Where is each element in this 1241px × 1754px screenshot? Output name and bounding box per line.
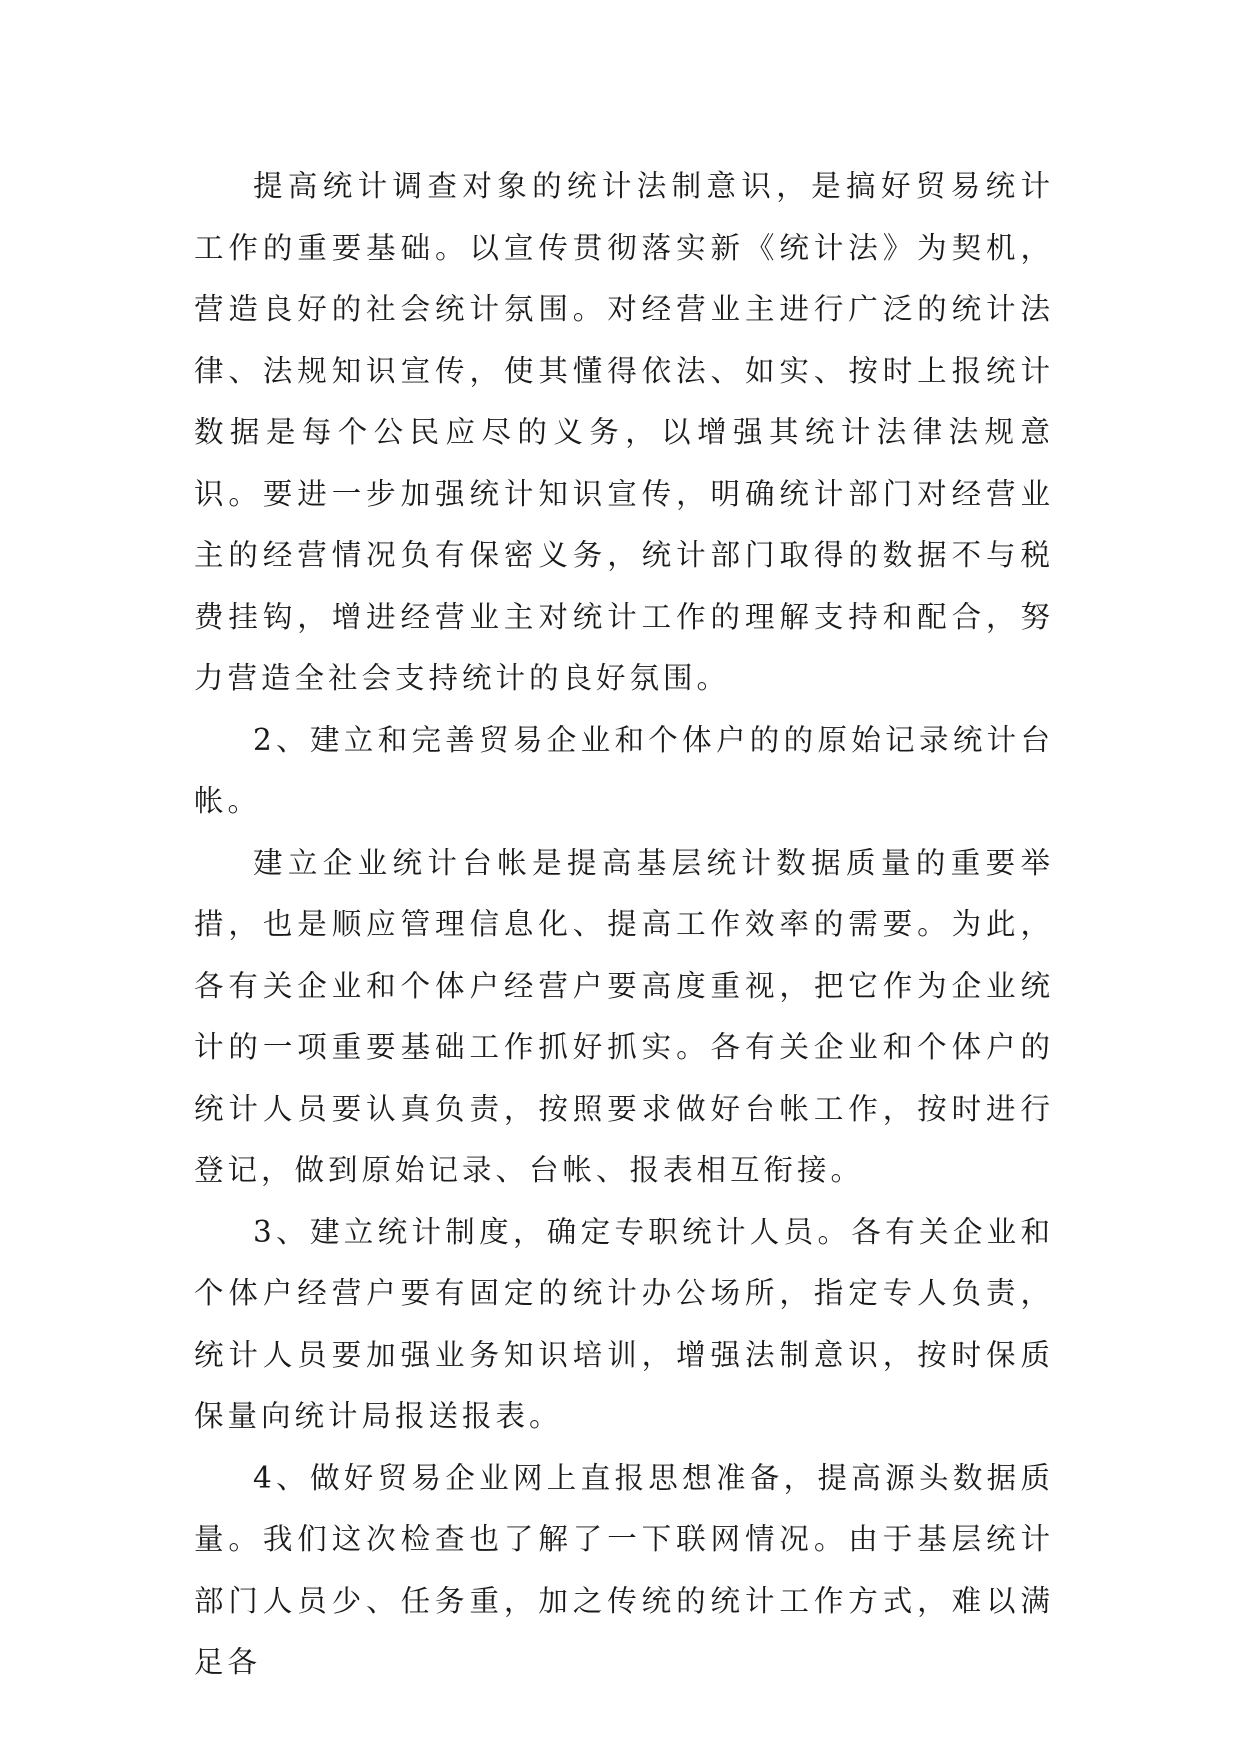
paragraph-ledger-details: 建立企业统计台帐是提高基层统计数据质量的重要举措，也是顺应管理信息化、提高工作效率的需要。为此，各有关企业和个体户经营户要高度重视，把它作为企业统计的一项重要基础工作抓好抓实。各有关企业和个体户的统计人员要认真负责，按照要求做好台帐工作，按时进行登记，做到原始记录、台帐、报表相互衔接。 [194, 845, 1054, 1187]
document-body [194, 156, 1054, 1694]
paragraph-item-3: 3、建立统计制度，确定专职统计人员。各有关企业和个体户经营户要有固定的统计办公场所，指定专人负责，统计人员要加强业务知识培训，增强法制意识，按时保质保量向统计局报送报表。 [194, 1214, 1054, 1433]
paragraph-statistical-law-awareness: 提高统计调查对象的统计法制意识，是搞好贸易统计工作的重要基础。以宣传贯彻落实新《统计法》为契机，营造良好的社会统计氛围。对经营业主进行广泛的统计法律、法规知识宣传，使其懂得依法、如实、按时上报统计数据是每个公民应尽的义务，以增强其统计法律法规意识。要进一步加强统计知识宣传，明确统计部门对经营业主的经营情况负有保密义务，统计部门取得的数据不与税费挂钩，增进经营业主对统计工作的理解支持和配合，努力营造全社会支持统计的良好氛围。 [194, 169, 1054, 695]
paragraph-item-4: 4、做好贸易企业网上直报思想准备，提高源头数据质量。我们这次检查也了解了一下联网情况。由于基层统计部门人员少、任务重，加之传统的统计工作方式，难以满足各 [194, 1460, 1054, 1679]
paragraph-item-2-heading: 2、建立和完善贸易企业和个体户的的原始记录统计台帐。 [194, 722, 1054, 818]
